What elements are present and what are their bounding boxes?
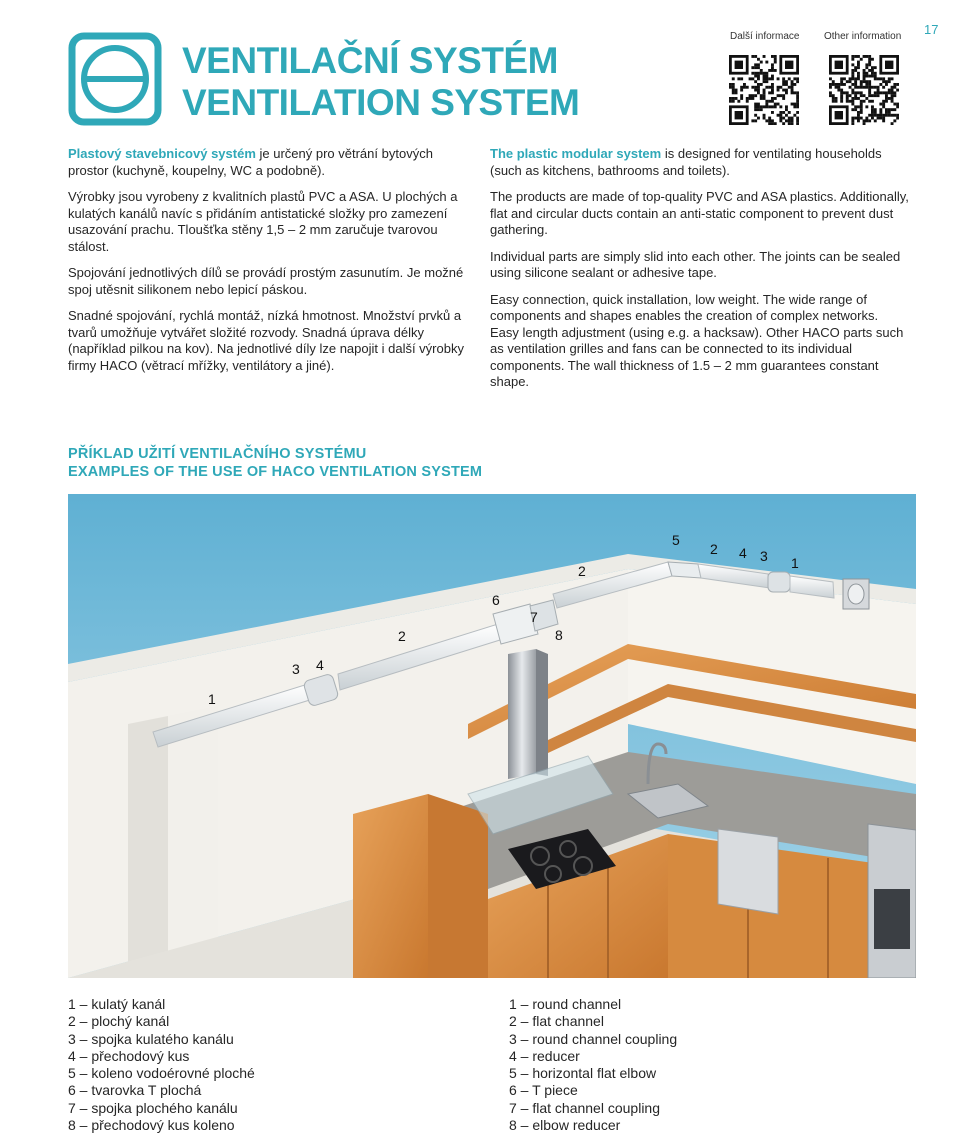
page-number: 17: [924, 22, 939, 37]
intro-cz-paragraph-1: [68, 146, 468, 179]
intro-cz-paragraph-4: Snadné spojování, rychlá montáž, nízká hmotnost. Množství prvků a tvarů umožňuje vytvářet složité rozvody. Snadná úprava délky (například pilkou na kov). Na jednotlivé díly lze napojit i další výrobky firmy HACO (větrací mřížky, ventilátory a jiné).: [68, 308, 464, 373]
legend-item: 6 – T piece: [509, 1082, 578, 1099]
legend-item: 5 – horizontal flat elbow: [509, 1065, 657, 1082]
legend-item: 7 – flat channel coupling: [509, 1099, 660, 1116]
illustration-label: 4: [739, 545, 747, 561]
intro-en-paragraph-1: [490, 146, 910, 179]
illustration-label: 5: [672, 532, 680, 548]
illustration-label: 7: [530, 609, 538, 625]
illustration-label: 2: [578, 563, 586, 579]
section-title-cz: PŘÍKLAD UŽITÍ VENTILAČNÍHO SYSTÉMU: [68, 446, 367, 462]
intro-cz-highlight: Plastový stavebnicový systém: [68, 146, 256, 161]
page-title-en: VENTILATION SYSTEM: [182, 82, 580, 123]
intro-en-paragraph-3: Individual parts are simply slid into each other. The joints can be sealed using silicone sealant or adhesive tape.: [490, 248, 901, 280]
intro-cz-paragraph-2: Výrobky jsou vyrobeny z kvalitních plastů PVC a ASA. U plochých a kulatých kanálů navíc s přidáním antistatické složky pro zamezení usazování prachu. Tloušťka stěny 1,5 – 2 mm zaručuje tvarovou stálost.: [68, 189, 458, 254]
legend-item: 4 – přechodový kus: [68, 1047, 190, 1064]
legend-item: 1 – kulatý kanál: [68, 996, 166, 1012]
intro-text-cz: [68, 146, 468, 384]
illustration-label: 3: [760, 548, 768, 564]
intro-text-en: [490, 146, 910, 401]
legend-en: [509, 996, 677, 1134]
intro-cz-p1-text: je určený pro větrání bytových prostor (kuchyně, koupelny, WC a podobně).: [68, 146, 433, 178]
legend-item: 4 – reducer: [509, 1047, 580, 1064]
illustration-label: 2: [398, 628, 406, 644]
legend-cz: [68, 996, 255, 1134]
qr-label-en: Other information: [824, 31, 902, 42]
legend-item: 8 – přechodový kus koleno: [68, 1117, 235, 1134]
legend-item: 7 – spojka plochého kanálu: [68, 1099, 238, 1116]
intro-cz-paragraph-3: Spojování jednotlivých dílů se provádí prostým zasunutím. Je možné spoj utěsnit silikonem nebo lepicí páskou.: [68, 265, 464, 297]
qr-code-en-icon[interactable]: [829, 55, 899, 125]
legend-item: 6 – tvarovka T plochá: [68, 1082, 202, 1099]
legend-item: 8 – elbow reducer: [509, 1117, 621, 1134]
intro-en-highlight: The plastic modular system: [490, 146, 662, 161]
illustration-label: 3: [292, 661, 300, 677]
legend-item: 2 – flat channel: [509, 1013, 604, 1030]
qr-code-cz-icon[interactable]: [729, 55, 799, 125]
intro-en-paragraph-4: Easy connection, quick installation, low weight. The wide range of components and shapes enables the creation of complex networks. Easy length adjustment (using e.g. a hacksaw). Other HACO parts such as ventilation grilles and fans can be connected to its individual components. The wall thickness of 1.5 – 2 mm guarantees constant shape.: [490, 291, 904, 389]
illustration-label: 6: [492, 592, 500, 608]
section-title-en: EXAMPLES OF THE USE OF HACO VENTILATION SYSTEM: [68, 464, 483, 480]
legend-item: 5 – koleno vodoérovné ploché: [68, 1065, 255, 1082]
page-title-cz: VENTILAČNÍ SYSTÉM: [182, 40, 558, 81]
legend-item: 3 – round channel coupling: [509, 1030, 678, 1047]
legend-item: 1 – round channel: [509, 996, 622, 1012]
illustration-label: 4: [316, 657, 324, 673]
legend-item: 2 – plochý kanál: [68, 1013, 170, 1030]
illustration-label: 1: [208, 691, 216, 707]
qr-label-cz: Další informace: [730, 31, 800, 42]
illustration-label: 2: [710, 541, 718, 557]
legend-item: 3 – spojka kulatého kanálu: [68, 1030, 234, 1047]
illustration-label: 1: [791, 555, 799, 571]
intro-en-paragraph-2: The products are made of top-quality PVC and ASA plastics. Additionally, flat and circular ducts contain an anti-static component to prevent dust gathering.: [490, 189, 909, 237]
kitchen-illustration: [68, 494, 916, 978]
ventilation-logo-icon: [68, 32, 162, 126]
intro-en-p1-text: is designed for ventilating households (such as kitchens, bathrooms and toilets).: [490, 146, 882, 178]
illustration-label: 8: [555, 627, 563, 643]
